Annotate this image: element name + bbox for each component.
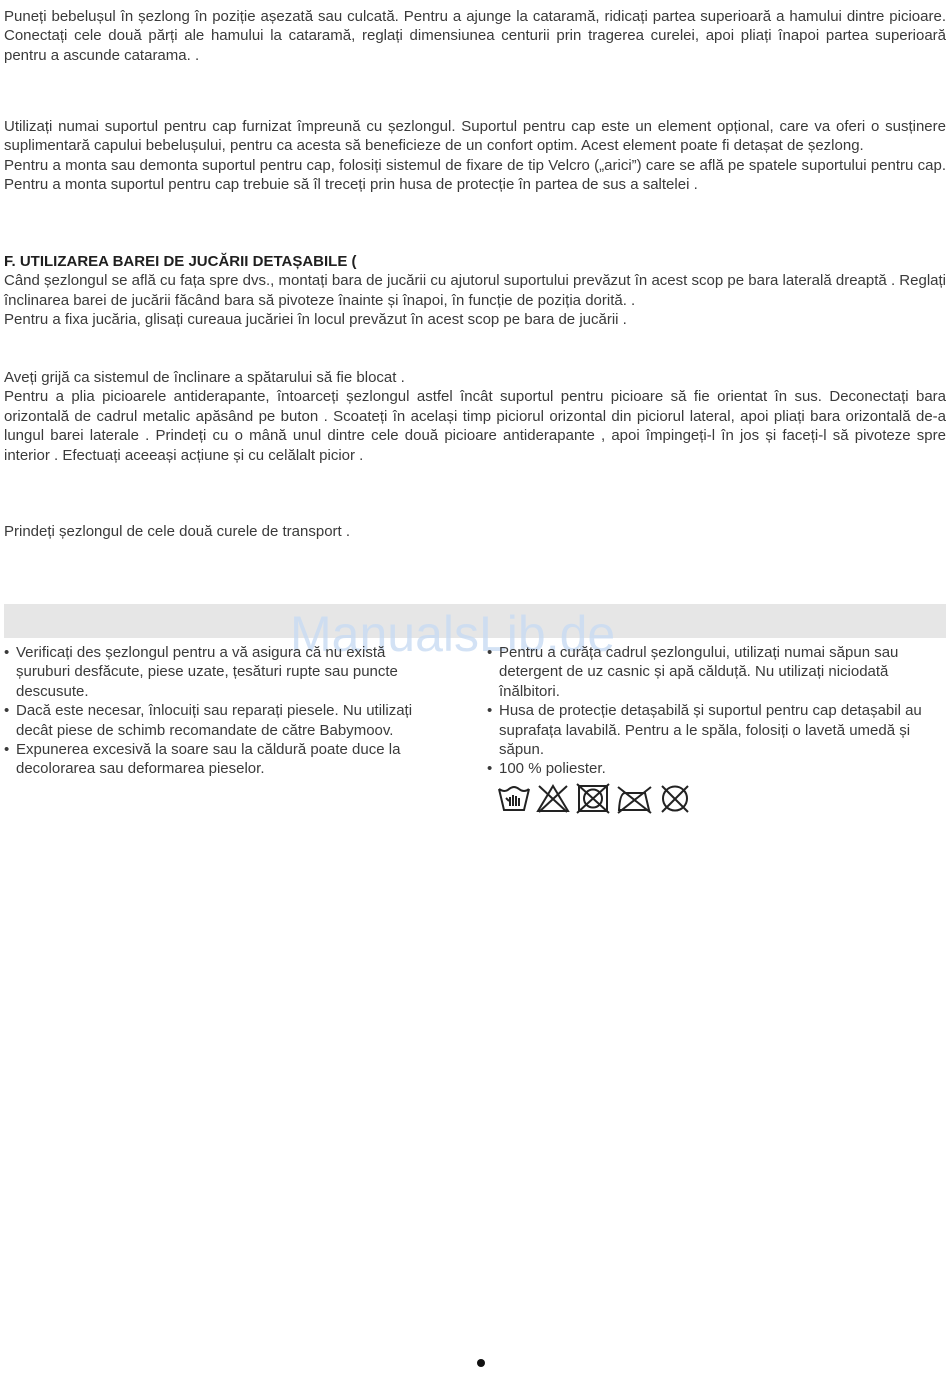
harness-paragraph: Puneți bebelușul în șezlong în poziție așezată sau culcată. Pentru a ajunge la cataramă, ridicați partea superioară a hamului dintre picioare. Conectați cele două părți ale hamului la cataramă, reglați dimensiunea centurii prin tragerea curelei, apoi pliați înapoi partea superioară pentru a ascunde catarama. . (4, 8, 946, 64)
maintenance-right-column (487, 643, 947, 779)
headrest-section (4, 117, 946, 195)
list-item: • Verificați des șezlongul pentru a vă asigura că nu există șuruburi desfăcute, piese uzate, țesături rupte sau puncte descusute. (4, 643, 440, 701)
list-item: • 100 % poliester. (487, 759, 947, 778)
toy-bar-paragraph: Când șezlongul se află cu fața spre dvs., montați bara de jucării cu ajutorul suportului prevăzut în acest scop pe bara laterală dreaptă . Reglați înclinarea barei de jucării făcând bara să pivoteze înainte și înapoi, în funcție de poziția dorită. . (4, 272, 946, 309)
list-item: • Expunerea excesivă la soare sau la căldură poate duce la decolorarea sau deformarea pieselor. (4, 740, 440, 779)
toy-bar-section (4, 252, 946, 330)
right-bullet-list (487, 643, 947, 779)
page-marker-dot (477, 1359, 485, 1367)
hand-wash-icon (499, 787, 529, 810)
toy-attach-paragraph: Pentru a fixa jucăria, glisați cureaua jucăriei în locul prevăzut în acest scop pe bara de jucării . (4, 311, 627, 329)
harness-section (4, 7, 946, 65)
maintenance-left-column (4, 643, 440, 779)
no-bleach-icon (538, 786, 568, 812)
transport-paragraph: Prindeți șezlongul de cele două curele de transport . (4, 523, 351, 540)
folding-section (4, 368, 946, 465)
care-symbols (497, 783, 697, 815)
headrest-paragraph: Utilizați numai suportul pentru cap furnizat împreună cu șezlongul. Suportul pentru cap este un element opțional, care va oferi o susținere suplimentară capului bebelușului, pentru ca acesta să beneficieze de un confort optim. Acest element poate fi detașat de șezlong. (4, 118, 946, 155)
list-item: • Husa de protecție detașabilă și suportul pentru cap detașabil au suprafața lavabilă. Pentru a le spăla, folosiți o lavetă umedă și săpun. (487, 701, 947, 759)
maintenance-header-band (4, 604, 946, 638)
list-item: • Pentru a curăța cadrul șezlongului, utilizați numai săpun sau detergent de uz casnic și apă călduță. Nu utilizați niciodată înălbitori. (487, 643, 947, 701)
watermark: ManualsLib.de (290, 606, 616, 662)
no-tumble-dry-icon (577, 784, 609, 813)
list-item: • Dacă este necesar, înlocuiți sau reparați piesele. Nu utilizați decât piese de schimb recomandate de către Babymoov. (4, 701, 440, 740)
section-heading-f: F. UTILIZAREA BAREI DE JUCĂRII DETAȘABILE ( (4, 253, 357, 270)
fold-legs-paragraph: Pentru a plia picioarele antiderapante, întoarceți șezlongul astfel încât suportul pentru picioare să fie orientat în sus. Deconectați bara orizontală de cadrul metalic apăsând pe buton . Scoateți în același timp piciorul orizontal din piciorul lateral, apoi pliați bara orizontală de-a lungul barei laterale . Prindeți cu o mână unul dintre cele două picioare antiderapante , apoi împingeți-l în jos și faceți-l să pivoteze spre interior . Efectuați aceeași acțiune și cu celălalt picior . (4, 388, 946, 464)
transport-section (4, 522, 946, 541)
recline-lock-paragraph: Aveți grijă ca sistemul de înclinare a spătarului să fie blocat . (4, 369, 405, 386)
no-iron-icon (618, 787, 651, 813)
left-bullet-list (4, 643, 440, 779)
headrest-mount-paragraph: Pentru a monta sau demonta suportul pentru cap, folosiți sistemul de fixare de tip Velcro („arici”) care se află pe spatele suportului pentru cap. Pentru a monta suportul pentru cap trebuie să îl treceți prin husa de protecție în partea de sus a saltelei . (4, 156, 946, 194)
no-dry-clean-icon (662, 786, 688, 812)
